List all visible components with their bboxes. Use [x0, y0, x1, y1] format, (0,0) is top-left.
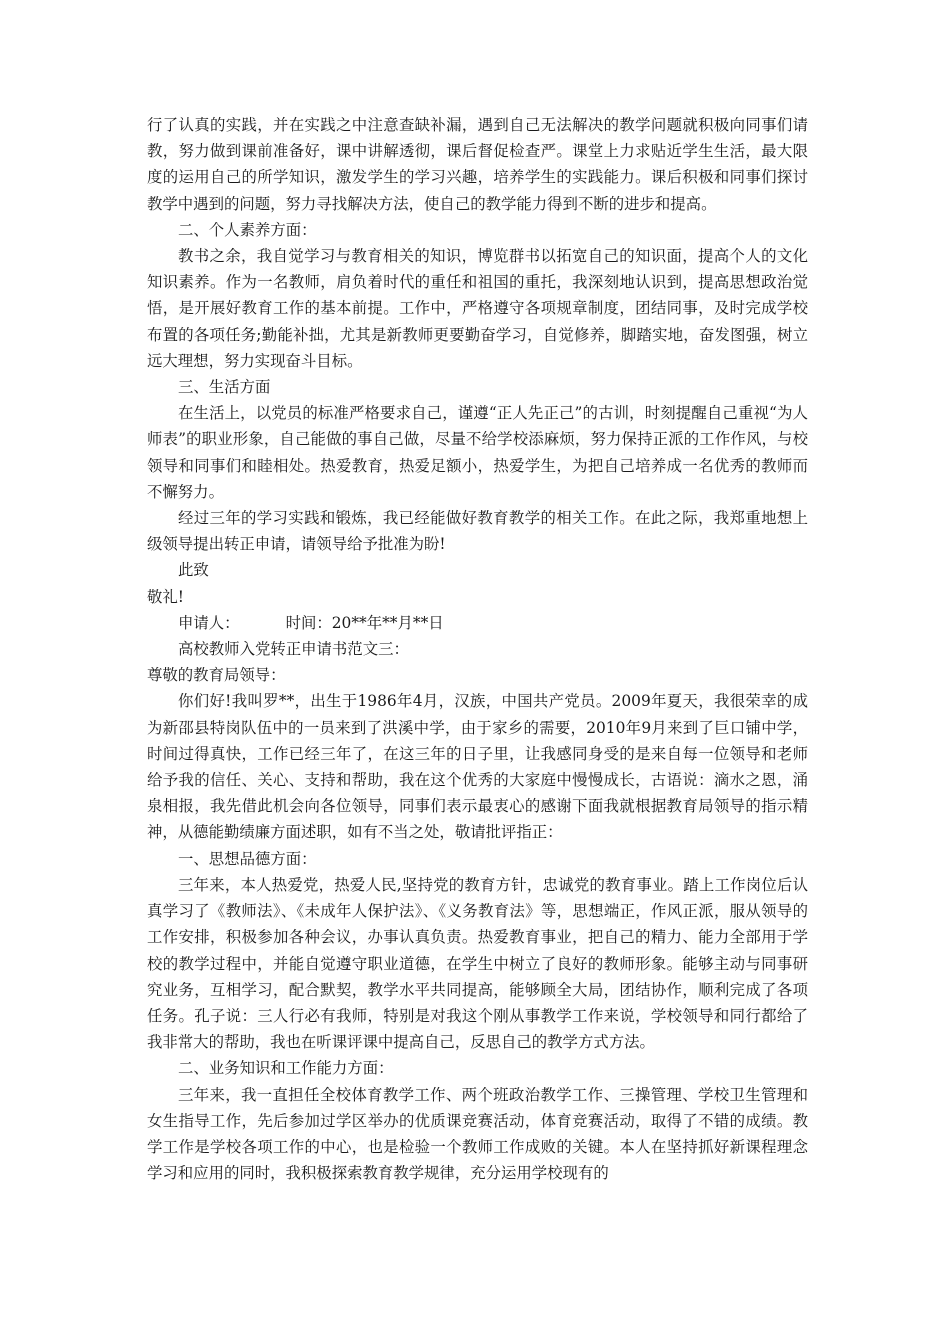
paragraph: 三年来，本人热爱党，热爱人民,坚持党的教育方针，忠诚党的教育事业。踏上工作岗位后认真学习了《教师法》、《未成年人保护法》、《义务教育法》等，思想端正，作风正派，服从领导的工作安排，积极参加各种会议，办事认真负责。热爱教育事业，把自己的精力、能力全部用于学校的教学过程中，并能自觉遵守职业道德，在学生中树立了良好的教师形象。能够主动与同事研究业务，互相学习，配合默契，教学水平共同提高，能够顾全大局，团结协作，顺利完成了各项任务。孔子说：三人行必有我师，特别是对我这个刚从事教学工作来说，学校领导和同行都给了我非常大的帮助，我也在听课评课中提高自己，反思自己的教学方式方法。 [147, 875, 808, 1052]
closing-line: 此致 [178, 561, 209, 580]
paragraph: 三年来，我一直担任全校体育教学工作、两个班政治教学工作、三操管理、学校卫生管理和女生指导工作，先后参加过学区举办的优质课竞赛活动，体育竞赛活动，取得了不错的成绩。教学工作是学校各项工作的中心，也是检验一个教师工作成败的关键。本人在坚持抓好新课程理念学习和应用的同时，我积极探索教育教学规律，充分运用学校现有的 [147, 1085, 808, 1183]
paragraph: 经过三年的学习实践和锻炼，我已经能做好教育教学的相关工作。在此之际，我郑重地想上级领导提出转正申请，请领导给予批准为盼! [147, 509, 808, 554]
paragraph: 教书之余，我自觉学习与教育相关的知识，博览群书以拓宽自己的知识面，提高个人的文化知识素养。作为一名教师，肩负着时代的重任和祖国的重托，我深刻地认识到，提高思想政治觉悟，是开展好教育工作的基本前提。工作中，严格遵守各项规章制度，团结同事，及时完成学校布置的各项任务;勤能补拙，尤其是新教师更要勤奋学习，自觉修养，脚踏实地，奋发图强，树立远大理想，努力实现奋斗目标。 [147, 247, 808, 370]
salutation-closing: 敬礼! [147, 587, 184, 606]
paragraph: 行了认真的实践，并在实践之中注意查缺补漏，遇到自己无法解决的教学问题就积极向同事们请教，努力做到课前准备好，课中讲解透彻，课后督促检查严。课堂上力求贴近学生生活，最大限度的运用自己的所学知识，激发学生的学习兴趣，培养学生的实践能力。课后积极和同事们探讨教学中遇到的问题，努力寻找解决方法，使自己的教学能力得到不断的进步和提高。 [147, 116, 808, 213]
signature-line [147, 610, 808, 636]
salutation: 尊敬的教育局领导： [147, 666, 286, 685]
section-heading: 三、生活方面 [178, 378, 271, 397]
document-page [147, 112, 808, 1186]
section-heading: 二、个人素养方面： [178, 220, 317, 239]
paragraph: 在生活上，以党员的标准严格要求自己，谨遵“正人先正己”的古训，时刻提醒自己重视“为人师表”的职业形象，自己能做的事自己做，尽量不给学校添麻烦，努力保持正派的工作作风，与校领导和同事们和睦相处。热爱教育，热爱足额小，热爱学生，为把自己培养成一名优秀的教师而不懈努力。 [147, 404, 808, 501]
time-label: 时间：20**年**月**日 [285, 613, 444, 632]
sample-title: 高校教师入党转正申请书范文三： [178, 640, 409, 659]
section-heading: 一、思想品德方面： [178, 849, 317, 868]
applicant-label: 申请人： [178, 613, 240, 632]
paragraph: 你们好!我叫罗**，出生于1986年4月，汉族，中国共产党员。2009年夏天，我很荣幸的成为新邵县特岗队伍中的一员来到了洪溪中学，由于家乡的需要，2010年9月来到了巨口铺中学，时间过得真快，工作已经三年了，在这三年的日子里，让我感同身受的是来自每一位领导和老师给予我的信任、关心、支持和帮助，我在这个优秀的大家庭中慢慢成长，古语说：滴水之恩，涌泉相报，我先借此机会向各位领导，同事们表示最衷心的感谢下面我就根据教育局领导的指示精神，从德能勤绩廉方面述职，如有不当之处，敬请批评指正： [147, 692, 808, 842]
section-heading: 二、业务知识和工作能力方面： [178, 1059, 394, 1078]
